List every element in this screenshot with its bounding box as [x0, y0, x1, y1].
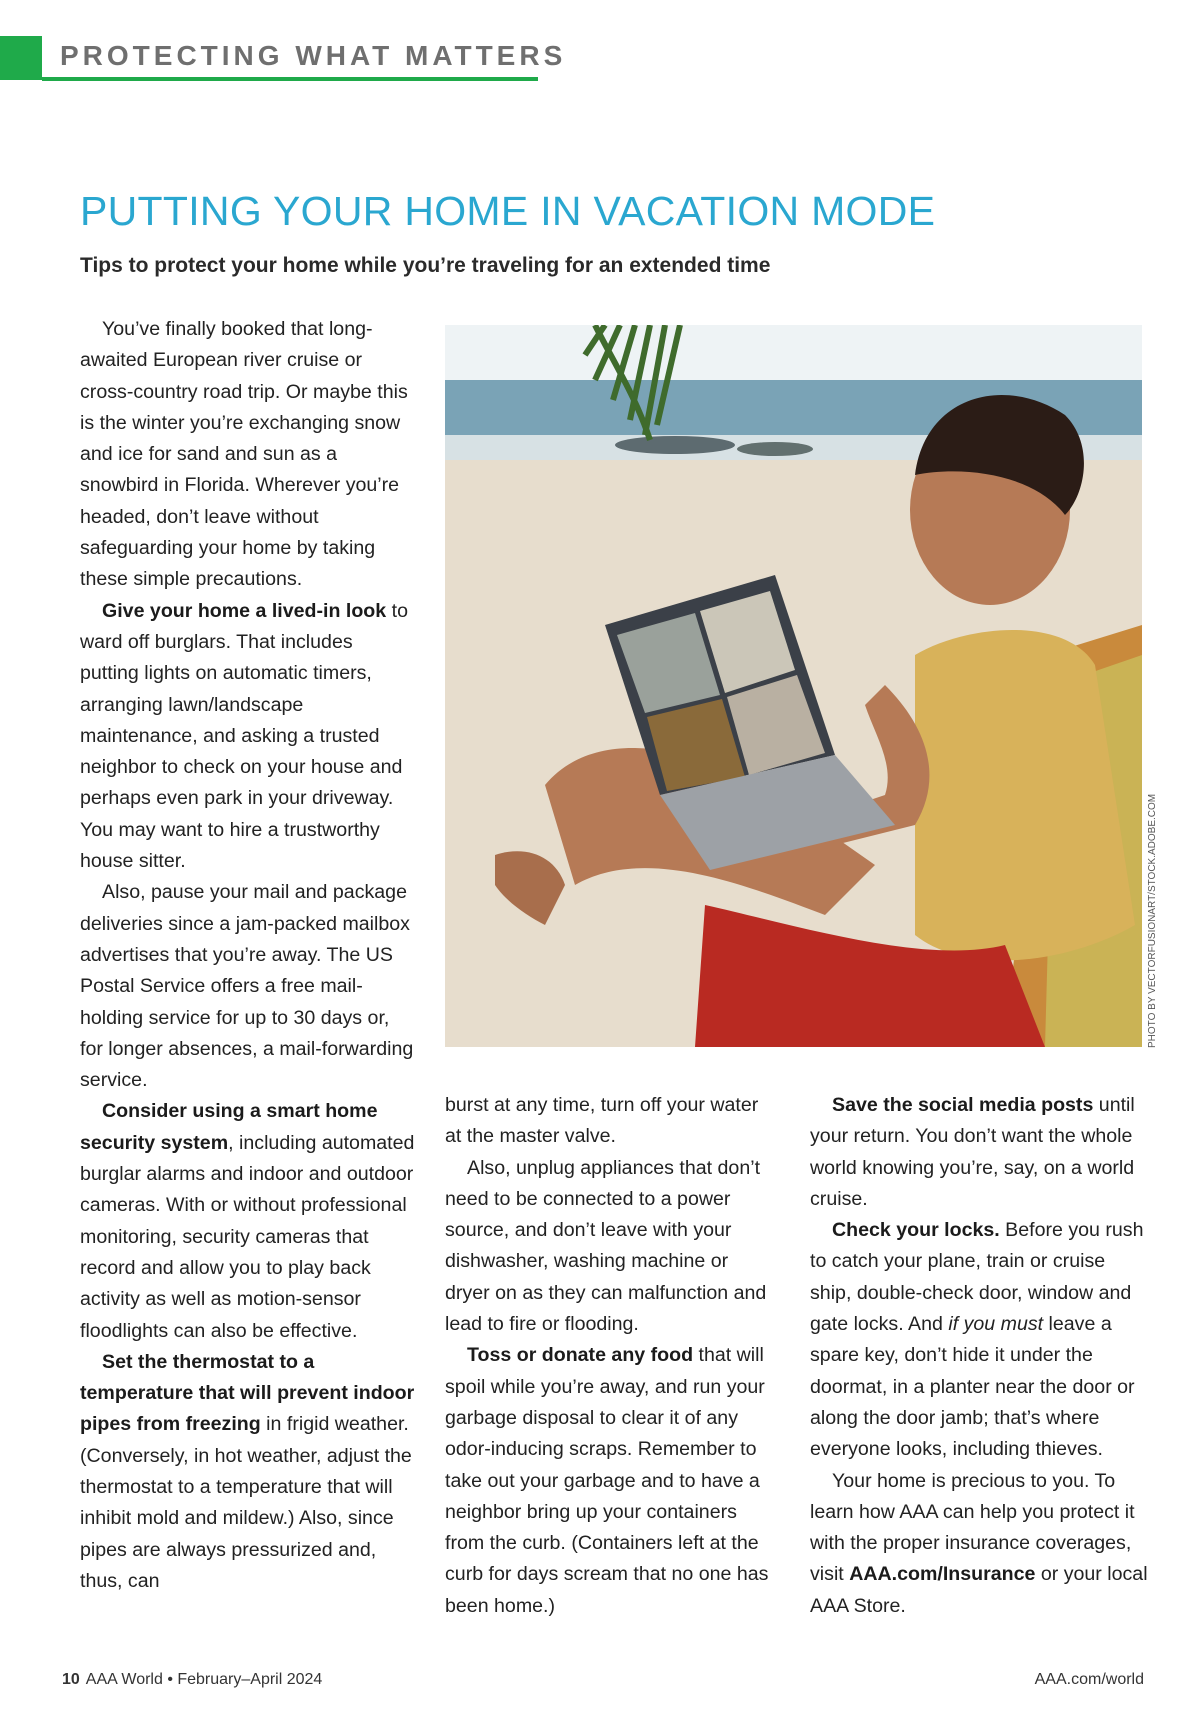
closing-paragraph	[810, 1466, 1150, 1622]
locks-text-before: Before you rush to catch your plane, train or cruise ship, double-check door, window and gate locks. And	[810, 1219, 1144, 1336]
beach-laptop-photo	[445, 325, 1142, 1047]
lived-in-paragraph	[80, 596, 416, 878]
section-header-accent	[0, 36, 42, 80]
social-paragraph	[810, 1090, 1150, 1215]
social-lead: Save the social media posts	[832, 1094, 1094, 1116]
publication-info: AAA World • February–April 2024	[85, 1671, 323, 1688]
photo-rocks	[615, 436, 735, 454]
food-lead: Toss or donate any food	[467, 1344, 694, 1367]
section-header	[0, 36, 567, 80]
thermostat-lead: Set the thermostat to a temperature that will prevent indoor pipes from freezing	[80, 1350, 415, 1436]
locks-emphasis: if you must	[948, 1313, 1044, 1336]
article-title: PUTTING YOUR HOME IN VACATION MODE	[80, 188, 936, 234]
photo-sky	[445, 325, 1142, 385]
thermostat-text: in frigid weather. (Conversely, in hot weather, adjust the thermostat to a temperature that will inhibit mold and mildew.) Also, since pipes are always pressurized and, thus, can	[80, 1413, 412, 1592]
closing-text-after: or your local AAA Store.	[810, 1563, 1148, 1617]
section-label: PROTECTING WHAT MATTERS	[60, 40, 567, 71]
text-column-1	[80, 314, 416, 1597]
mail-paragraph: Also, pause your mail and package deliveries since a jam-packed mailbox advertises that you’re away. The US Postal Service offers a free mail-holding service for up to 30 days or, for longer absences, a mail-forwarding service.	[80, 881, 414, 1092]
text-column-2	[445, 1090, 775, 1622]
lived-in-text: to ward off burglars. That includes putting lights on automatic timers, arranging lawn/landscape maintenance, and asking a trusted neighbor to check on your house and perhaps even park in your driveway. You may want to hire a trustworthy house sitter.	[80, 599, 408, 873]
appliances-paragraph: Also, unplug appliances that don’t need to be connected to a power source, and don’t leave with your dishwasher, washing machine or dryer on as they can malfunction and lead to fire or flooding.	[445, 1156, 767, 1336]
security-paragraph	[80, 1096, 416, 1346]
text-column-3	[810, 1090, 1150, 1622]
lived-in-lead: Give your home a lived-in look	[102, 599, 387, 622]
intro-paragraph: You’ve finally booked that long-awaited European river cruise or cross-country road trip. Or maybe this is the winter you’re exchanging snow and ice for sand and sun as a snowbird in Florida. Wherever you’re headed, don’t leave without safeguarding your home by taking these simple precautions.	[80, 318, 408, 591]
section-header-rule	[42, 77, 538, 81]
thermostat-continued: burst at any time, turn off your water at the master valve.	[445, 1094, 759, 1148]
social-text: until your return. You don’t want the whole world knowing you’re, say, on a world cruise.	[810, 1094, 1135, 1210]
footer-left	[62, 1671, 322, 1689]
food-paragraph	[445, 1340, 775, 1622]
page-number: 10	[62, 1671, 80, 1688]
footer-website[interactable]: AAA.com/world	[1034, 1671, 1144, 1688]
locks-lead: Check your locks.	[832, 1219, 1000, 1242]
food-text: that will spoil while you’re away, and run your garbage disposal to clear it of any odor-inducing scraps. Remember to take out your garbage and to have a neighbor bring up your containers from the curb. (Containers left at the curb for days scream that no one has been home.)	[445, 1344, 769, 1617]
article-subtitle: Tips to protect your home while you’re traveling for an extended time	[80, 254, 771, 277]
locks-paragraph	[810, 1215, 1150, 1465]
photo-credit: PHOTO BY VECTORFUSIONART/STOCK.ADOBE.COM	[1147, 793, 1158, 1048]
photo-rocks	[737, 442, 813, 456]
locks-text-after: leave a spare key, don’t hide it under the doormat, in a planter near the door or along the door jamb; that’s where everyone looks, including thieves.	[810, 1313, 1135, 1461]
security-text: , including automated burglar alarms and indoor and outdoor cameras. With or without professional monitoring, security cameras that record and allow you to play back activity as well as motion-sensor floodlights can also be effective.	[80, 1131, 415, 1342]
photo-illustration	[445, 325, 1142, 1047]
security-lead: Consider using a smart home security system	[80, 1100, 378, 1154]
closing-text-before: Your home is precious to you. To learn how AAA can help you protect it with the proper insurance coverages, visit	[810, 1469, 1135, 1586]
insurance-link[interactable]: AAA.com/Insurance	[849, 1563, 1036, 1586]
thermostat-paragraph	[80, 1347, 416, 1597]
